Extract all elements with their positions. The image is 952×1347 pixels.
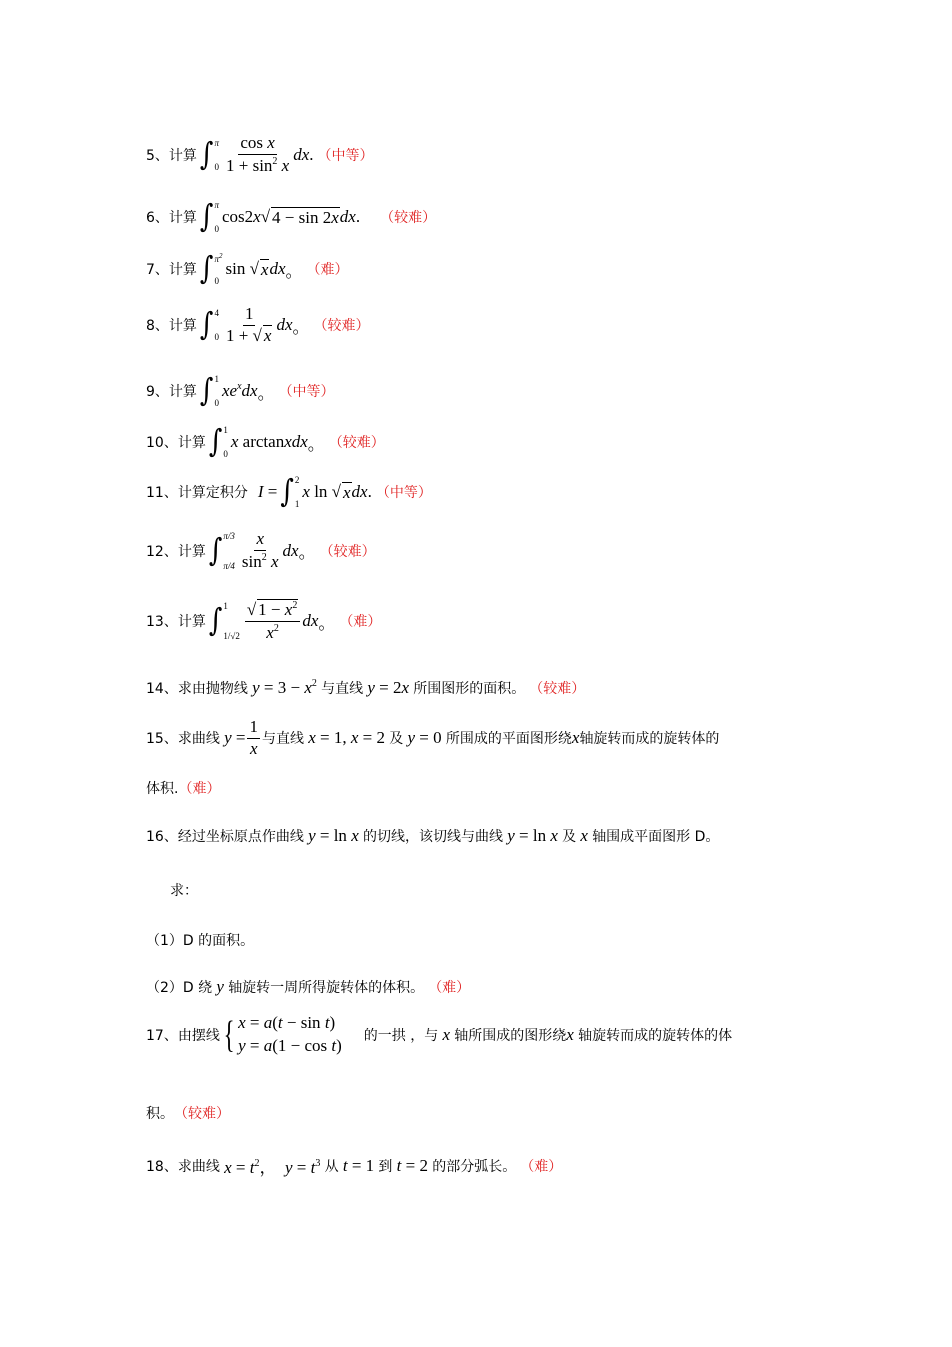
problem-8: 8、 计算 ∫ 4 0 $\frac{1}{1 + √ x}$ dx 。 （较难） [146,304,370,345]
formula: y = $\frac{1}{x}$ [224,717,258,758]
formula: y = 2x [367,678,410,697]
formula: $y = 3 - x^2$ [252,678,317,697]
problem-10: 10、 计算 ∫ 1 0 x arctan xdx 。 （较难） [146,424,385,460]
problem-15-cont: 体积. （难） [146,781,221,797]
formula: x [566,1024,579,1044]
formula: ∫ 1 0 $xe^xdx$ 。 [199,373,275,409]
formula: y = ln x [507,826,558,845]
problem-13: 13、 计算 ∫ 1 1/√2 $\frac{√ 1 - x^2}{x^2}$ dx 。 （难） [146,600,382,642]
problem-14: 14、 求由抛物线 $y = 3 - x^2$ 与直线 y = 2x 所围图形的面积。 （较难） [146,678,586,697]
formula: x [571,728,580,748]
problem-5: 5、 计算 ∫ π 0 $\frac{\text{cos x}}{1 + \sin^2 x}$ dx . （中等） [146,133,374,175]
problem-18: 18、 求曲线 $x = t^2$， $y = t^3$ 从 t = 1 到 t = 2 的部分弧长。 （难） [146,1153,562,1178]
problem-17: 17、 由摆线 { x = a(t − sin t) y = a(1 − cos t) 的一拱 ，与 x 轴所围成的图形绕 x 轴旋转而成的旋转体的体 [146,1013,733,1056]
formula: t = 1 [342,1155,379,1175]
formula: y [212,977,229,996]
formula: ∫ $\pi^2$ 0 sin √ x dx 。 [199,251,303,287]
formula: { x = a(t − sin t) y = a(1 − cos t) [223,1013,342,1056]
formula: x [438,1024,455,1044]
problem-6: 6、 计算 ∫ π 0 cos2 x √ 4 − sin 2x dx . （较难） [146,199,437,235]
formula: ∫ 1 0 x arctan xdx 。 [208,424,325,460]
formula: t = 2 [396,1155,433,1175]
problem-12: 12、 计算 ∫ π/3 π/4 $\frac{x}{\sin^2 x}$ dx 。 （较难） [146,529,376,571]
formula: I = ∫ 2 1 x ln √ x dx . [257,474,372,510]
formula: y = ln x [308,826,359,845]
formula: x [576,826,593,845]
formula: ∫ π 0 cos2 x √ 4 − sin 2x dx . [199,199,361,235]
formula: ∫ π 0 $\frac{\text{cos x}}{1 + \sin^2 x}$ dx . [199,133,314,175]
formula: x = 1, x = 2 [308,728,390,748]
problem-7: 7、 计算 ∫ $\pi^2$ 0 sin √ x dx 。 （难） [146,251,349,287]
problem-16-q2: （2）D 绕 y 轴旋转一周所得旋转体的体积。 （难） [146,977,471,996]
problem-15: 15、 求曲线 y = $\frac{1}{x}$ 与直线 x = 1, x = 2 及 y = 0 所围成的平面图形绕 x 轴旋转而成的旋转体的 [146,717,720,758]
problem-16-ask: 求： [170,883,198,899]
formula: ∫ 4 0 $\frac{1}{1 + √ x}$ dx 。 [199,304,310,345]
problem-17-cont: 积。 （较难） [146,1106,230,1122]
problem-16: 16、 经过坐标原点作曲线 y = ln x 的切线，该切线与曲线 y = ln x 及 x 轴围成平面图形 D。 [146,826,720,845]
problem-9: 9、 计算 ∫ 1 0 $xe^xdx$ 。 （中等） [146,373,335,409]
formula: $x = t^2$， $y = t^3$ [224,1158,321,1177]
problem-16-q1: （1）D 的面积。 [146,933,255,949]
formula: ∫ 1 1/√2 $\frac{√ 1 - x^2}{x^2}$ dx 。 [208,600,336,642]
formula: y = 0 [407,728,446,748]
problem-11: 11、 计算定积分 I = ∫ 2 1 x ln √ x dx . （中等） [146,474,432,510]
formula: ∫ π/3 π/4 $\frac{x}{\sin^2 x}$ dx 。 [208,529,316,571]
